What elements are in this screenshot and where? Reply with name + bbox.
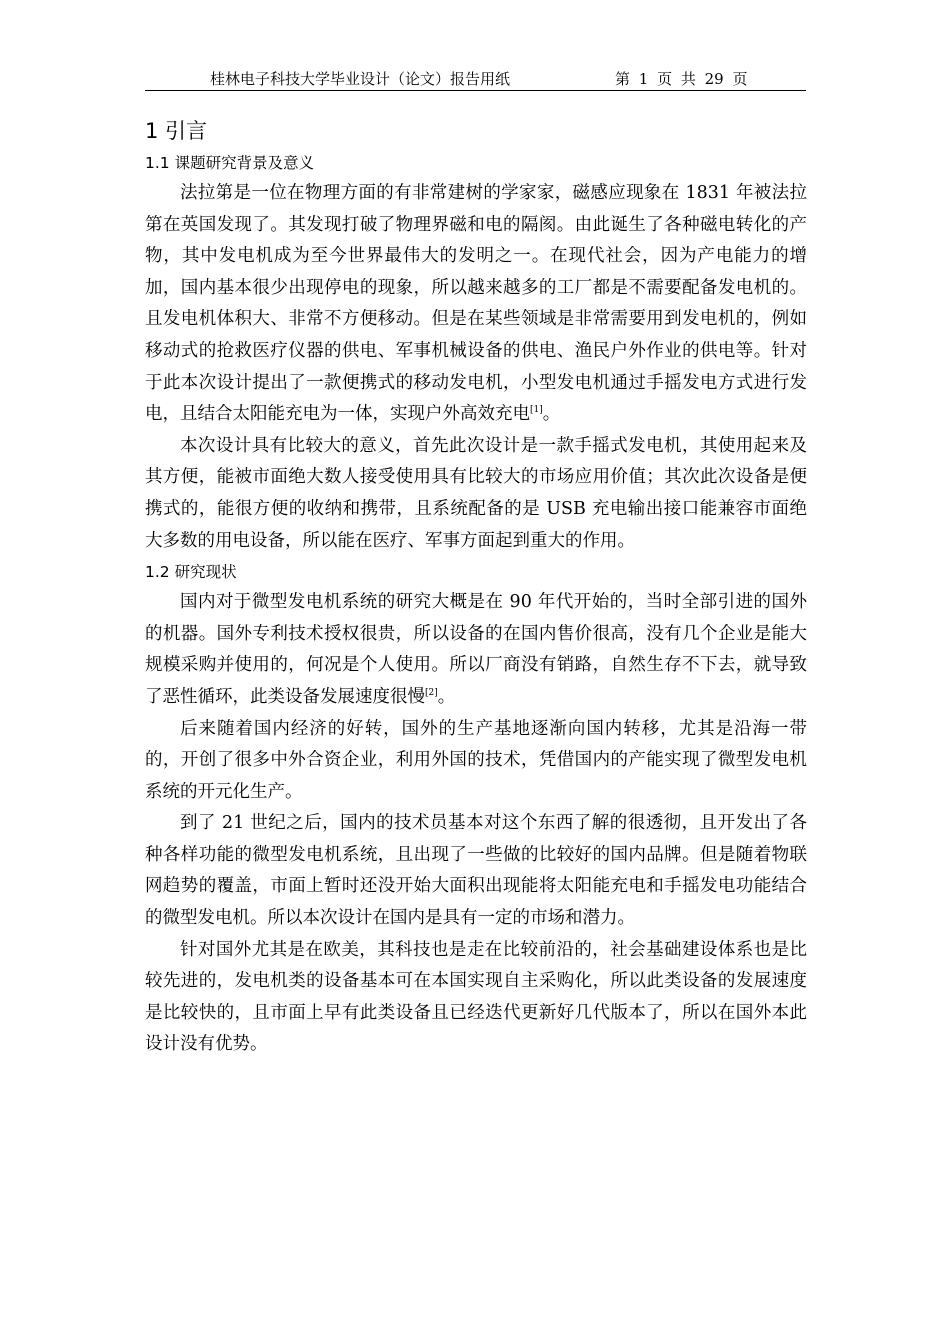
paragraph-21st-century: 到了 21 世纪之后，国内的技术员基本对这个东西了解的很透彻，且开发出了各种各样功能的微型发电机系统，且出现了一些做的比较好的国内品牌。但是随着物联网趋势的覆盖，市面上暂时还没开始大面积出现能将太阳能充电和手摇发电功能结合的微型发电机。所以本次设计在国内是具有一定的市场和潜力。 [145,813,807,929]
paragraph-background-end: 。 [542,404,561,425]
citation-ref-2[interactable]: [2] [425,688,438,699]
section-heading-1-2: 1.2 研究现状 [145,563,237,582]
paragraph-domestic-history-end: 。 [437,686,456,707]
paragraph-domestic-history [145,587,807,713]
paragraph-domestic-history-text: 国内对于微型发电机系统的研究大概是在 90 年代开始的，当时全部引进的国外的机器。国外专利技术授权很贵，所以设备的在国内售价很高，没有几个企业是能大规模采购并使用的，何况是个人使用。所以厂商没有销路，自然生存不下去，就导致了恶性循环，此类设备发展速度很慢 [145,592,807,707]
paragraph-overseas: 针对国外尤其是在欧美，其科技也是走在比较前沿的，社会基础建设体系也是比较先进的，发电机类的设备基本可在本国实现自主采购化，所以此类设备的发展速度是比较快的，且市面上早有此类设备且已经迭代更新好几代版本了，所以在国外本此设计没有优势。 [145,939,807,1055]
page-header [145,70,806,91]
section-heading-1: 1 引言 [145,119,208,143]
paragraph-significance: 本次设计具有比较大的意义，首先此次设计是一款手摇式发电机，其使用起来及其方便，能被市面绝大数人接受使用具有比较大的市场应用价值；其次此次设备是便携式的，能很方便的收纳和携带，且系统配备的是 USB 充电输出接口能兼容市面绝大多数的用电设备，所以能在医疗、军事方面起到重大的作用。 [145,435,807,551]
paragraph-background [145,178,807,431]
header-school-title: 桂林电子科技大学毕业设计（论文）报告用纸 [210,70,511,88]
section-heading-1-1: 1.1 课题研究背景及意义 [145,154,315,172]
document-body [145,116,807,1061]
header-page-number: 第 1 页 共 29 页 [615,70,748,88]
paragraph-domestic-growth: 后来随着国内经济的好转，国外的生产基地逐渐向国内转移，尤其是沿海一带的，开创了很多中外合资企业，利用外国的技术，凭借国内的产能实现了微型发电机系统的开元化生产。 [145,718,807,802]
citation-ref-1[interactable]: [1] [530,405,543,416]
paragraph-background-text: 法拉第是一位在物理方面的有非常建树的学家家，磁感应现象在 1831 年被法拉第在英国发现了。其发现打破了物理界磁和电的隔阂。由此诞生了各种磁电转化的产物，其中发电机成为至今世界最伟大的发明之一。在现代社会，因为产电能力的增加，国内基本很少出现停电的现象，所以越来越多的工厂都是不需要配备发电机的。且发电机体积大、非常不方便移动。但是在某些领域是非常需要用到发电机的，例如移动式的抢救医疗仪器的供电、军事机械设备的供电、渔民户外作业的供电等。针对于此本次设计提出了一款便携式的移动发电机，小型发电机通过手摇发电方式进行发电，且结合太阳能充电为一体，实现户外高效充电 [145,183,807,425]
